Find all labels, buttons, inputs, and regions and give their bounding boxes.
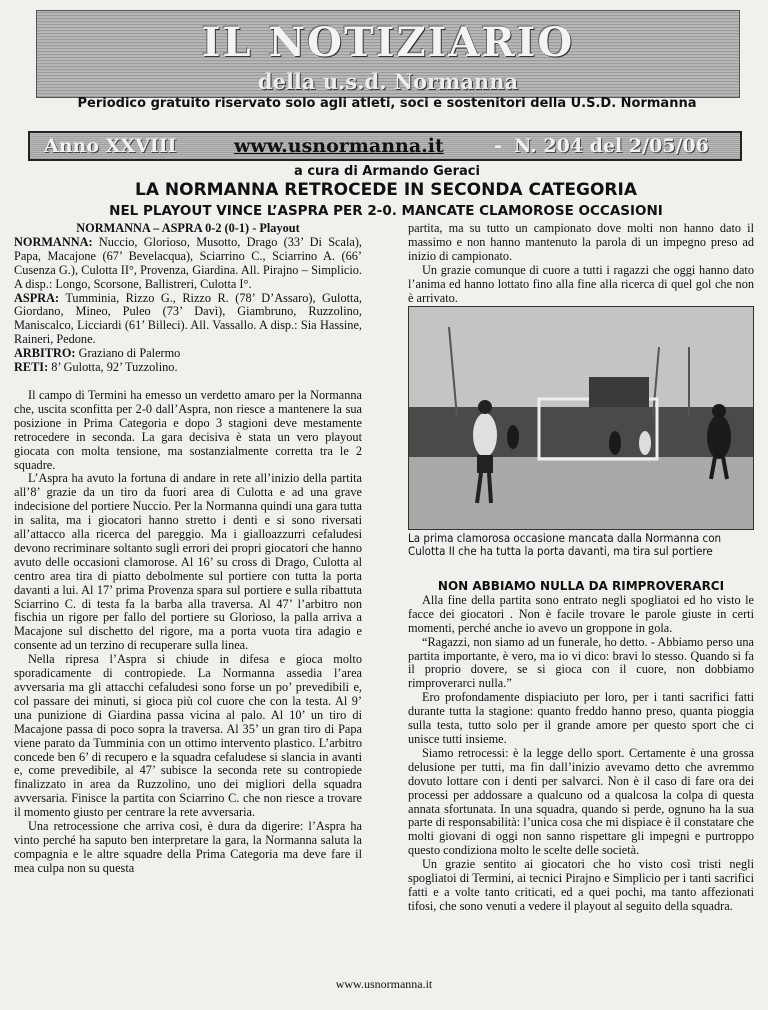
lineup-normanna — [14, 236, 362, 292]
match-photo-image — [409, 307, 754, 530]
goals-text: 8’ Gulotta, 92’ Tuzzolino. — [51, 360, 178, 375]
headline: LA NORMANNA RETROCEDE IN SECONDA CATEGORIA — [134, 180, 638, 200]
match-title: NORMANNA – ASPRA 0-2 (0-1) - Playout — [76, 221, 300, 235]
masthead — [36, 10, 740, 98]
goals-line — [14, 361, 362, 375]
article-paragraph: Una retrocessione che arriva così, è dura da digerire: l’Aspra ha vinto perché ha saputo ben interpretare la gara, la Normanna saluta la compagnia e le altre squadre della Prima Categoria ma deve fare il mea culpa non su questa — [14, 819, 362, 875]
tagline: Periodico gratuito riservato solo agli atleti, soci e sostenitori della U.S.D. Normanna — [77, 96, 697, 111]
lineup-aspra-text: Tumminia, Rizzo G., Rizzo R. (78’ D’Assaro), Gulotta, Giordano, Mineo, Puleo (73’ Davì), Giambruno, Ruzzolino, Maniscalco, Licciardi (61’ Billeci). All. Vassallo. A disp.: Sia Hassine, Raineri, Pedone. — [14, 290, 362, 347]
article-paragraph: Il campo di Termini ha emesso un verdetto amaro per la Normanna che, uscita sconfitta per 2-0 dall’Aspra, non riesce a mantenere la sua posizione in Prima Categoria e dopo 3 stagioni deve mestamente retrocedere in seconda. La gara decisiva è stata un vero playout giocata con molta tensione, ma sostanzialmente corretta tra le 2 squadre. — [14, 387, 362, 472]
issue-bar — [28, 131, 742, 161]
spacer — [14, 375, 362, 389]
lineup-normanna-text: Nuccio, Glorioso, Musotto, Drago (33’ Di Scala), Papa, Macajone (67’ Bevelacqua), Sciarrino C., Sciarrino A. (66’ Cusenza G.), Culotta II°, Provenza, Giardina. All. Pirajno – Simplicio. A disp.: Longo, Scorsone, Ballistreri, Culotta I°. — [14, 234, 362, 291]
article-paragraph: Ero profondamente dispiaciuto per loro, per i tanti sacrifici fatti durante tutta la stagione: quanto freddo hanno preso, quanta pioggia sulla testa, tutto solo per il grande amore per questo sport che ci unisce tutti insieme. — [408, 690, 754, 746]
photo-caption: La prima clamorosa occasione mancata dalla Normanna con Culotta II che ha tutta la porta davanti, ma tira sul portiere — [408, 531, 722, 558]
goals-label: RETI: — [14, 360, 49, 375]
article-paragraph: Un grazie comunque di cuore a tutti i ragazzi che oggi hanno dato l’anima ed hanno lottato fino alla fine alla ricerca di quel gol che non è arrivato. — [408, 262, 754, 305]
section-heading: NON ABBIAMO NULLA DA RIMPROVERARCI — [437, 579, 725, 593]
right-column-top — [408, 222, 754, 305]
referee-line — [14, 347, 362, 361]
right-column-bottom — [408, 580, 754, 914]
issue-number: N. 204 del 2/05/06 — [514, 135, 709, 157]
issue-separator: - — [494, 135, 502, 157]
match-photo — [408, 306, 754, 530]
article-paragraph: L’Aspra ha avuto la fortuna di andare in rete all’inizio della partita all’8’ grazie da un tiro da fuori area di Culotta e ad una grave indecisione del portiere Nuccio. Per la Normanna quindi una gara tutta in salita, ma i giocatori hanno stretto i denti e si sono riversati all’attacco alla ricerca del pareggio. Ma i gialloazzurri cefaludesi devono recriminare soltanto sugli errori dei propri giocatori che hanno avuto delle occasioni clamorose. Al 16’ su cross di Drago, Culotta al centro area tira di piatto debolmente sul portiere con tutta la porta davanti a lui. Al 17’ prima Provenza spara sul portiere e sulla ribattuta Sciarrino C. di testa fa la barba alla traversa. Al 47’ l’arbitro non fischia un rigore per fallo del portiere su Glorioso, la palla arriva a Macajone sul dischetto del rigore, ma a porta vuota tira adagio e consente ad un terzino di recuperare sulla linea. — [14, 471, 362, 653]
subheadline: NEL PLAYOUT VINCE L’ASPRA PER 2-0. MANCATE CLAMOROSE OCCASIONI — [109, 203, 663, 219]
referee-text: Graziano di Palermo — [78, 346, 181, 361]
issue-year: Anno XXVIII — [44, 135, 177, 157]
footer-website[interactable]: www.usnormanna.it — [335, 977, 433, 991]
article-paragraph: “Ragazzi, non siamo ad un funerale, ho detto. - Abbiamo perso una partita importante, è vero, ma io vi dico: bravi lo stesso. Quando si fa il proprio dovere, se si gioca con il cuore, non dobbiamo rimproverarci nulla.” — [408, 634, 754, 691]
article-paragraph: Un grazie sentito ai giocatori che ho visto così tristi negli spogliatoi di Termini, ai tecnici Pirajno e Simplicio per i tanti sacrifici fatti e a volte tanto criticati, ed a quei pochi, ma tanto affezionati tifosi, che sono venuti a vedere il playout al seguito della squadra. — [408, 857, 754, 913]
lineup-aspra-label: ASPRA: — [14, 290, 60, 305]
article-paragraph: partita, ma su tutto un campionato dove molti non hanno dato il massimo e non hanno mantenuto la parola di un impegno preso ad inizio di campionato. — [408, 221, 754, 263]
issue-website[interactable]: www.usnormanna.it — [234, 135, 444, 157]
referee-label: ARBITRO: — [14, 346, 76, 361]
newsletter-subtitle: della u.s.d. Normanna — [257, 69, 519, 94]
article-paragraph: Nella ripresa l’Aspra si chiude in difesa e gioca molto sporadicamente di contropiede. La Normanna assedia l’area avversaria ma gli attacchi cefaludesi sono forse un po’ prevedibili e, col passare dei minuti, si gioca più col cuore che con la testa. Al 9’ una punizione di Giardina passa vicina al palo. Al 10’ un tiro di Macajone passa di poco sopra la traversa. Al 35’ un gran tiro di Papa viene parato da Tumminia con un ottimo intervento plastico. L’arbitro concede ben 6’ di recupero e la squadra cefaludese si slancia in avanti e, come prevedibile, al 47’ subisce la seconda rete su contropiede finalizzato in area da Ruzzolino, uno dei migliori della squadra avversaria. Finisce la partita con Sciarrino C. che non riesce a trovare il momento giusto per centrare la rete avversaria. — [14, 652, 362, 820]
lineup-normanna-label: NORMANNA: — [14, 234, 93, 249]
lineup-aspra — [14, 292, 362, 348]
byline: a cura di Armando Geraci — [294, 164, 480, 179]
left-column — [14, 222, 362, 876]
newsletter-title: IL NOTIZIARIO — [201, 19, 575, 66]
article-paragraph: Siamo retrocessi: è la legge dello sport. Certamente è una grossa delusione per tutti, ma fin dall’inizio avevamo detto che avremmo dovuto lottare con i denti per salvarci. Non è il caso di fare ora dei processi per addossare a qualcuno od a qualcosa la colpa di questa annata sfortunata. In una squadra, quando si perde, ognuno ha la sua parte di responsabilità: l’unica cosa che mi dispiace è il constatare che molti giovani di oggi non sanno rispettare gli impegni e purtroppo questo condiziona molto le scelte delle società. — [408, 745, 754, 858]
article-paragraph: Alla fine della partita sono entrato negli spogliatoi ed ho visto le facce dei giocatori . Non è facile trovare le parole giuste in certi momenti, perché anche io avevo un groppone in gola. — [408, 592, 754, 635]
